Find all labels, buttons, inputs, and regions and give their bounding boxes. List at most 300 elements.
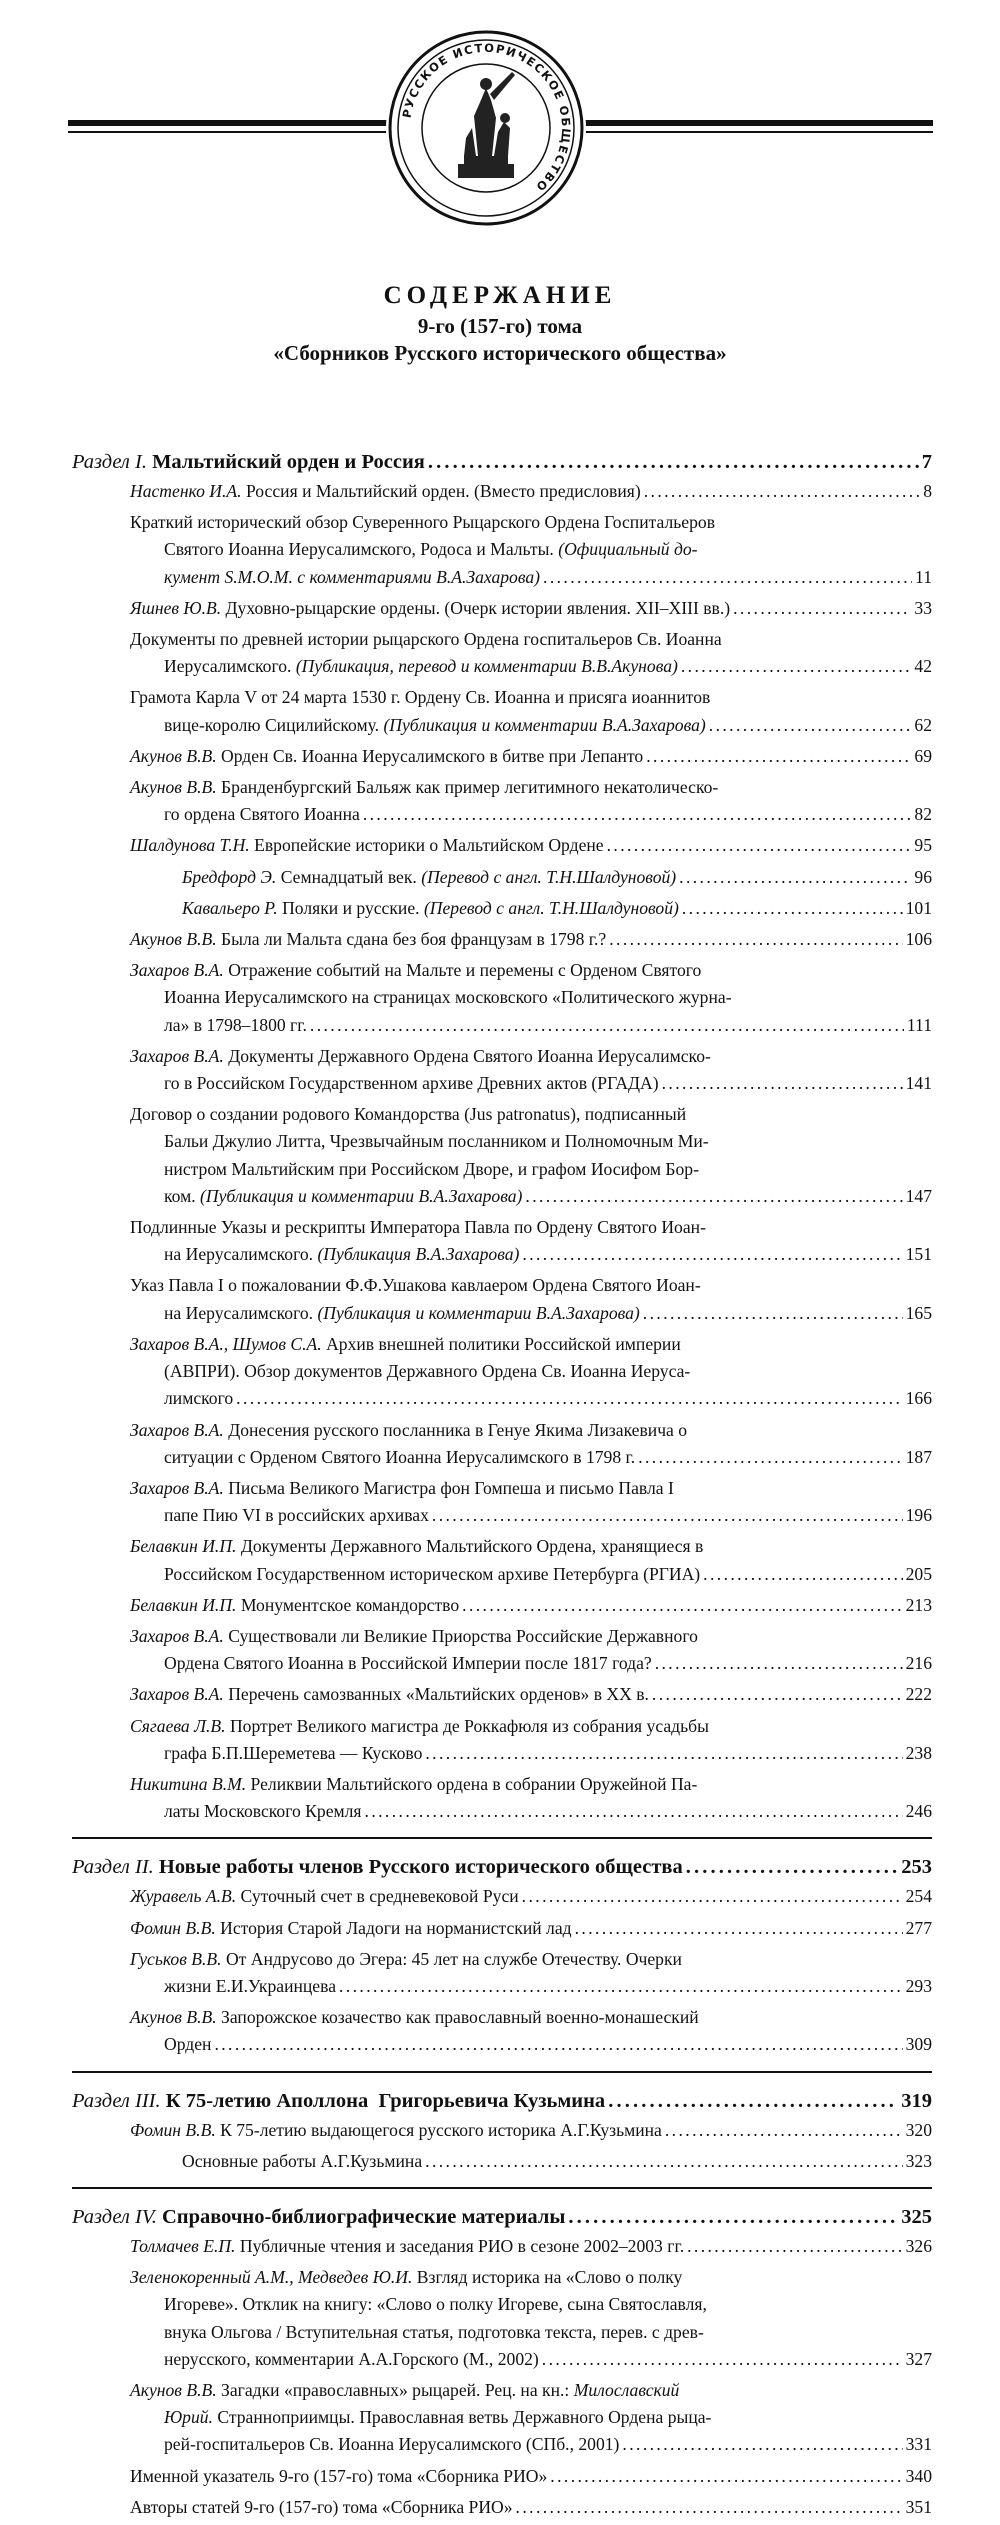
entry-text bbox=[164, 2346, 539, 2373]
toc-entry bbox=[130, 1681, 932, 1708]
entry-title-text: Была ли Мальта сдана без боя французам в 1798 г.? bbox=[216, 929, 607, 950]
entry-text bbox=[164, 1012, 307, 1039]
dot-leader bbox=[432, 1502, 903, 1529]
entry-page-number: 246 bbox=[905, 1801, 932, 1822]
entry-text bbox=[164, 1300, 640, 1327]
entry-text bbox=[130, 777, 718, 797]
dot-leader bbox=[681, 653, 912, 680]
entry-title-text: От Андрусово до Эгера: 45 лет на службе Отечеству. Очерки bbox=[221, 1948, 682, 1969]
entry-text bbox=[164, 2431, 619, 2458]
entry-page-number: 96 bbox=[914, 866, 932, 887]
entry-page-number: 222 bbox=[905, 1684, 932, 1705]
entry-author: Захаров В.А. bbox=[130, 1625, 224, 1646]
dot-leader bbox=[363, 801, 912, 828]
entry-text bbox=[130, 629, 722, 649]
entry-title-text: нерусского, комментарии А.А.Горского (М., 2002) bbox=[164, 2348, 539, 2369]
entry-title-text: История Старой Ладоги на норманистский лад bbox=[215, 1917, 572, 1938]
entry-line bbox=[130, 2291, 932, 2318]
entry-text bbox=[130, 2117, 662, 2144]
entry-line bbox=[130, 1681, 932, 1708]
toc-entry bbox=[182, 864, 932, 891]
entry-line bbox=[130, 2431, 932, 2458]
toc-entry bbox=[130, 743, 932, 770]
entry-line bbox=[130, 743, 932, 770]
entry-title-text: Странноприимцы. Православная ветвь Державного Ордена рыца- bbox=[212, 2407, 712, 2428]
entry-line bbox=[130, 1740, 932, 1767]
dot-leader bbox=[644, 478, 920, 505]
society-emblem bbox=[386, 28, 586, 228]
entry-line bbox=[130, 564, 932, 591]
toc-entry bbox=[130, 478, 932, 505]
entry-text bbox=[130, 1217, 706, 1237]
entry-author: Яшнев Ю.В. bbox=[130, 597, 222, 618]
entry-title-text: вице-королю Сицилийскому. bbox=[164, 714, 384, 735]
entry-text bbox=[130, 687, 710, 707]
toc-entry bbox=[130, 2264, 932, 2373]
entry-text bbox=[130, 1046, 711, 1066]
entry-text bbox=[130, 1275, 701, 1295]
entry-title-text: Портрет Великого магистра де Роккафюля из собрания усадьбы bbox=[225, 1715, 709, 1736]
entry-page-number: 101 bbox=[905, 897, 932, 918]
entry-author: Фомин В.В. bbox=[130, 2119, 216, 2140]
entry-title-text: Святого Иоанна Иерусалимского, Родоса и Мальты. bbox=[164, 539, 559, 560]
entry-title-text: Иерусалимского. bbox=[164, 656, 296, 677]
entry-title-text: Орден bbox=[164, 2034, 212, 2055]
toc-entry bbox=[130, 1043, 932, 1097]
entry-text bbox=[130, 1334, 681, 1354]
toc-entry bbox=[130, 509, 932, 591]
entry-title-text: Иоанна Иерусалимского на страницах московского «Политического журна- bbox=[164, 987, 732, 1008]
entry-title-text: Семнадцатый век. bbox=[276, 866, 422, 887]
entry-title-text: жизни Е.И.Украинцева bbox=[164, 1975, 337, 1996]
entry-page-number: 82 bbox=[914, 804, 932, 825]
dot-leader bbox=[655, 1650, 903, 1677]
toc-entry bbox=[182, 2148, 932, 2175]
entry-author: Гуськов В.В. bbox=[130, 1948, 222, 1969]
entry-text bbox=[164, 2322, 704, 2342]
entry-title-text: Донесения русского посланника в Генуе Якима Лизакевича о bbox=[223, 1419, 688, 1440]
entry-page-number: 309 bbox=[905, 2034, 932, 2055]
entry-text bbox=[130, 1915, 572, 1942]
entry-page-number: 11 bbox=[915, 566, 932, 587]
entry-text bbox=[164, 2294, 707, 2314]
entry-line bbox=[130, 1650, 932, 1677]
entry-text bbox=[130, 960, 701, 980]
entry-author: Фомин В.В. bbox=[130, 1917, 216, 1938]
toc-entry bbox=[130, 926, 932, 953]
entry-text bbox=[164, 1740, 422, 1767]
entry-text bbox=[130, 595, 730, 622]
entry-title-text: Поляки и русские. bbox=[277, 897, 424, 918]
entry-author: Захаров В.А. bbox=[130, 1419, 224, 1440]
entry-line bbox=[130, 1592, 932, 1619]
section-title: Мальтийский орден и Россия bbox=[152, 451, 425, 473]
toc-entry bbox=[130, 2004, 932, 2058]
entry-page-number: 111 bbox=[906, 1014, 932, 1035]
entry-text bbox=[130, 1681, 649, 1708]
entry-page-number: 147 bbox=[905, 1185, 932, 1206]
entry-page-number: 62 bbox=[914, 714, 932, 735]
series-subtitle: «Сборников Русского исторического общества» bbox=[273, 341, 727, 365]
entry-text bbox=[164, 2031, 211, 2058]
entry-text bbox=[130, 2267, 682, 2287]
dot-leader bbox=[652, 1681, 903, 1708]
entry-title-text: Документы Державного Мальтийского Ордена, хранящиеся в bbox=[236, 1536, 704, 1557]
table-of-contents bbox=[72, 448, 932, 2525]
entry-line bbox=[130, 2264, 932, 2291]
toc-entry bbox=[130, 774, 932, 828]
dot-leader bbox=[516, 2494, 903, 2521]
entry-text bbox=[164, 801, 360, 828]
dot-leader bbox=[575, 1915, 903, 1942]
entry-note: (Перевод с англ. Т.Н.Шалдуновой) bbox=[421, 866, 677, 887]
entry-title-text: графа Б.П.Шереметева — Кусково bbox=[164, 1742, 423, 1763]
entry-text bbox=[130, 1592, 459, 1619]
section-title: К 75-летию Аполлона Григорьевича Кузьмина bbox=[165, 2089, 606, 2112]
entry-title-text: Монументское командорство bbox=[236, 1594, 460, 1615]
dot-leader bbox=[543, 564, 912, 591]
entry-text bbox=[130, 1420, 687, 1440]
entry-title-text: Российском Государственном историческом архиве Петербурга (РГИА) bbox=[164, 1563, 701, 1584]
entry-author: Белавкин И.П. bbox=[130, 1594, 237, 1615]
entry-note: (Перевод с англ. Т.Н.Шалдуновой) bbox=[423, 897, 679, 918]
dot-leader bbox=[686, 1853, 899, 1881]
entry-title-text: Взгляд историка на «Слово о полку bbox=[412, 2267, 683, 2288]
entry-title-text: на Иерусалимского. bbox=[164, 1302, 318, 1323]
toc-entry bbox=[130, 957, 932, 1039]
toc-section bbox=[72, 1837, 932, 2058]
entry-line bbox=[130, 2319, 932, 2346]
entry-text bbox=[130, 1536, 703, 1556]
entry-text bbox=[130, 2233, 684, 2260]
entry-text bbox=[164, 564, 540, 591]
dot-leader bbox=[643, 1300, 903, 1327]
entry-text bbox=[164, 1159, 699, 1179]
dot-leader bbox=[525, 1183, 902, 1210]
dot-leader bbox=[609, 926, 902, 953]
entry-text bbox=[164, 1798, 362, 1825]
dot-leader bbox=[679, 864, 911, 891]
entry-line bbox=[130, 1771, 932, 1798]
entry-author: Акунов В.В. bbox=[130, 929, 217, 950]
entry-page-number: 196 bbox=[905, 1505, 932, 1526]
entry-line bbox=[130, 684, 932, 711]
entry-text bbox=[164, 1183, 522, 1210]
section-label: Раздел I. bbox=[72, 451, 153, 473]
dot-leader bbox=[646, 743, 911, 770]
entry-line bbox=[130, 1502, 932, 1529]
entry-line bbox=[130, 984, 932, 1011]
entry-page-number: 216 bbox=[905, 1653, 932, 1674]
entry-line bbox=[130, 653, 932, 680]
entry-text bbox=[164, 653, 678, 680]
entry-page-number: 327 bbox=[905, 2348, 932, 2369]
dot-leader bbox=[428, 448, 919, 476]
entry-text bbox=[164, 1070, 659, 1097]
toc-entry bbox=[130, 1623, 932, 1677]
entry-text bbox=[130, 1774, 697, 1794]
entry-line bbox=[182, 864, 932, 891]
entry-text bbox=[164, 1131, 709, 1151]
entry-text bbox=[130, 743, 643, 770]
entry-note: Юрий. bbox=[164, 2407, 213, 2428]
entry-line bbox=[130, 478, 932, 505]
entry-page-number: 165 bbox=[905, 1302, 932, 1323]
entry-author: Настенко И.А. bbox=[130, 481, 242, 501]
entry-line bbox=[130, 1183, 932, 1210]
entry-text bbox=[182, 895, 679, 922]
entry-author: Акунов В.В. bbox=[130, 745, 217, 766]
toc-entry bbox=[130, 2463, 932, 2490]
entry-line bbox=[130, 2233, 932, 2260]
entry-line bbox=[130, 957, 932, 984]
entry-line bbox=[130, 509, 932, 536]
entry-title-text: Ордена Святого Иоанна в Российской Империи после 1817 года? bbox=[164, 1653, 652, 1674]
entry-title-text: Бранденбургский Бальяж как пример легитимного некатолическо- bbox=[216, 777, 719, 798]
entry-text bbox=[130, 1883, 519, 1910]
dot-leader bbox=[425, 1740, 902, 1767]
entry-page-number: 238 bbox=[905, 1742, 932, 1763]
entry-text bbox=[164, 1502, 429, 1529]
entry-note: Милославский bbox=[573, 2379, 680, 2400]
entry-text bbox=[130, 2007, 699, 2027]
entry-text bbox=[130, 1478, 674, 1498]
entry-title-text: ла» в 1798–1800 гг. bbox=[164, 1014, 307, 1035]
toc-entry bbox=[130, 2494, 932, 2521]
entry-title-text: го ордена Святого Иоанна bbox=[164, 804, 360, 825]
dot-leader bbox=[703, 1561, 902, 1588]
entry-line bbox=[130, 2117, 932, 2144]
entry-page-number: 8 bbox=[923, 481, 932, 501]
entry-title-text: нистром Мальтийским при Российском Дворе, и графом Иосифом Бор- bbox=[164, 1158, 699, 1179]
entry-title-text: Грамота Карла V от 24 марта 1530 г. Ордену Св. Иоанна и присяга иоаннитов bbox=[130, 687, 711, 708]
entry-page-number: 254 bbox=[905, 1886, 932, 1907]
section-page-number: 325 bbox=[901, 2205, 932, 2228]
entry-line bbox=[130, 2377, 932, 2404]
toc-section bbox=[72, 2187, 932, 2521]
toc-entry bbox=[130, 2377, 932, 2459]
entry-title-text: Отражение событий на Мальте и перемены с Орденом Святого bbox=[223, 960, 702, 981]
entry-line bbox=[130, 536, 932, 563]
entry-text bbox=[130, 926, 606, 953]
entry-line bbox=[130, 2004, 932, 2031]
toc-entry bbox=[130, 1946, 932, 2000]
entry-line bbox=[130, 1385, 932, 1412]
entry-title-text: Игореве». Отклик на книгу: «Слово о полку Игореве, сына Святославля, bbox=[164, 2294, 707, 2315]
dot-leader bbox=[662, 1070, 903, 1097]
entry-page-number: 69 bbox=[914, 745, 932, 766]
entry-title-text: Запорожское козачество как православный военно-монашеский bbox=[216, 2007, 699, 2028]
toc-entry bbox=[130, 595, 932, 622]
entry-title-text: внука Ольгова / Вступительная статья, подготовка текста, перев. с древ- bbox=[164, 2321, 704, 2342]
entry-author: Захаров В.А. bbox=[130, 1684, 224, 1705]
section-page-number: 319 bbox=[901, 2089, 932, 2112]
entry-title-text: Документы Державного Ордена Святого Иоанна Иерусалимско- bbox=[223, 1045, 711, 1066]
entry-page-number: 326 bbox=[905, 2235, 932, 2256]
entry-title-text: Указ Павла I о пожаловании Ф.Ф.Ушакова кавлаером Ордена Святого Иоан- bbox=[130, 1275, 701, 1296]
entry-page-number: 277 bbox=[905, 1917, 932, 1938]
entry-author: Захаров В.А. bbox=[130, 1045, 224, 1066]
entry-text bbox=[130, 1949, 682, 1969]
dot-leader bbox=[665, 2117, 903, 2144]
entry-page-number: 151 bbox=[905, 1244, 932, 1265]
entry-line bbox=[130, 1012, 932, 1039]
entry-line bbox=[130, 1475, 932, 1502]
entry-line bbox=[130, 926, 932, 953]
toc-entry bbox=[130, 1771, 932, 1825]
toc-entry bbox=[130, 2117, 932, 2144]
entry-line bbox=[130, 801, 932, 828]
entry-text bbox=[164, 1973, 336, 2000]
entry-text bbox=[130, 478, 641, 505]
entry-note: (Публикация, перевод и комментарии В.В.Акунова) bbox=[295, 656, 678, 677]
entry-page-number: 33 bbox=[914, 597, 932, 618]
entry-text bbox=[182, 2148, 422, 2175]
entry-title-text: Архив внешней политики Российской империи bbox=[321, 1333, 681, 1354]
dot-leader bbox=[568, 2203, 898, 2231]
dot-leader bbox=[339, 1973, 903, 2000]
entry-title-text: папе Пию VI в российских архивах bbox=[164, 1505, 429, 1526]
entry-line bbox=[130, 1533, 932, 1560]
section-title: Справочно-библиографические материалы bbox=[161, 2205, 566, 2228]
section-label: Раздел IV. bbox=[72, 2205, 162, 2228]
entry-page-number: 320 bbox=[905, 2119, 932, 2140]
entry-text bbox=[164, 987, 732, 1007]
entry-text bbox=[164, 1385, 233, 1412]
entry-line bbox=[130, 712, 932, 739]
entry-note: (Публикация и комментарии В.А.Захарова) bbox=[383, 714, 706, 735]
entry-page-number: 323 bbox=[905, 2150, 932, 2171]
toc-entry bbox=[130, 832, 932, 859]
dot-leader bbox=[607, 832, 912, 859]
entry-line bbox=[130, 1214, 932, 1241]
section-page-number: 7 bbox=[921, 451, 932, 473]
toc-entry bbox=[130, 1417, 932, 1471]
entry-text bbox=[182, 864, 676, 891]
entry-title-text: Россия и Мальтийский орден. (Вместо предисловия) bbox=[241, 481, 641, 501]
toc-entry bbox=[130, 1272, 932, 1326]
entry-line bbox=[130, 1070, 932, 1097]
entry-text bbox=[130, 2494, 513, 2521]
entry-line bbox=[130, 1241, 932, 1268]
dot-leader bbox=[687, 2233, 903, 2260]
entry-text bbox=[130, 832, 604, 859]
toc-entry bbox=[130, 684, 932, 738]
entry-page-number: 213 bbox=[905, 1594, 932, 1615]
section-label: Раздел III. bbox=[72, 2089, 166, 2112]
contents-header bbox=[0, 282, 1000, 366]
entry-line bbox=[130, 2404, 932, 2431]
entry-author: Белавкин И.П. bbox=[130, 1536, 237, 1557]
entry-page-number: 293 bbox=[905, 1975, 932, 1996]
entry-title-text: Духовно-рыцарские ордены. (Очерк истории явления. XII–XIII вв.) bbox=[221, 597, 731, 618]
toc-entry bbox=[130, 1883, 932, 1910]
entry-text bbox=[164, 1444, 635, 1471]
entry-line bbox=[130, 1331, 932, 1358]
entry-title-text: Бальи Джулио Литта, Чрезвычайным посланником и Полномочным Ми- bbox=[164, 1131, 709, 1152]
toc-entry bbox=[130, 1101, 932, 1210]
entry-title-text: Европейские историки о Мальтийском Ордене bbox=[249, 835, 604, 856]
entry-line bbox=[130, 1444, 932, 1471]
entry-text bbox=[164, 712, 706, 739]
section-heading bbox=[72, 2087, 932, 2115]
toc-entry bbox=[130, 1713, 932, 1767]
entry-note: кумент S.M.O.M. с комментариями В.А.Захарова) bbox=[164, 566, 541, 587]
entry-title-text: латы Московского Кремля bbox=[164, 1801, 362, 1822]
entry-line bbox=[130, 626, 932, 653]
entry-text bbox=[130, 1626, 698, 1646]
entry-title-text: Загадки «православных» рыцарей. Рец. на кн.: bbox=[216, 2379, 574, 2400]
entry-author: Кавальеро Р. bbox=[182, 897, 278, 918]
toc-entry bbox=[130, 1592, 932, 1619]
entry-line bbox=[130, 1358, 932, 1385]
entry-line bbox=[130, 1713, 932, 1740]
entry-line bbox=[130, 1973, 932, 2000]
entry-author: Акунов В.В. bbox=[130, 777, 217, 798]
entry-line bbox=[130, 1300, 932, 1327]
entry-note: (Публикация В.А.Захарова) bbox=[317, 1244, 520, 1265]
dot-leader bbox=[425, 2148, 902, 2175]
entry-line bbox=[130, 1798, 932, 1825]
dot-leader bbox=[733, 595, 911, 622]
entry-title-text: К 75-летию выдающегося русского историка А.Г.Кузьмина bbox=[215, 2119, 662, 2140]
entry-line bbox=[130, 1128, 932, 1155]
entry-text bbox=[164, 2407, 711, 2427]
entry-page-number: 95 bbox=[914, 835, 932, 856]
entry-title-text: Перечень самозванных «Мальтийских орденов» в XX в. bbox=[223, 1684, 649, 1705]
entry-title-text: Суточный счет в средневековой Руси bbox=[236, 1886, 519, 1907]
entry-page-number: 351 bbox=[905, 2496, 932, 2517]
entry-title-text: Договор о создании родового Командорства (Jus patronatus), подписанный bbox=[130, 1104, 687, 1125]
entry-line bbox=[130, 2346, 932, 2373]
entry-title-text: рей-госпитальеров Св. Иоанна Иерусалимского (СПб., 2001) bbox=[164, 2434, 620, 2455]
entry-note: (Публикация и комментарии В.А.Захарова) bbox=[200, 1185, 523, 1206]
entry-author: Никитина В.М. bbox=[130, 1773, 247, 1794]
toc-entry bbox=[130, 1331, 932, 1413]
entry-title-text: Авторы статей 9-го (157-го) тома «Сборника РИО» bbox=[130, 2496, 513, 2517]
entry-title-text: Основные работы А.Г.Кузьмина bbox=[182, 2150, 423, 2171]
entry-text bbox=[130, 2380, 679, 2400]
entry-title-text: Документы по древней истории рыцарского Ордена госпитальеров Св. Иоанна bbox=[130, 629, 722, 650]
toc-entry bbox=[130, 1533, 932, 1587]
toc-entry bbox=[182, 895, 932, 922]
section-heading bbox=[72, 1853, 932, 1881]
entry-title-text: Публичные чтения и заседания РИО в сезоне 2002–2003 гг. bbox=[235, 2235, 685, 2256]
entry-author: Журавель А.В. bbox=[130, 1886, 237, 1907]
dot-leader bbox=[550, 2463, 902, 2490]
entry-text bbox=[130, 1716, 709, 1736]
entry-line bbox=[130, 1156, 932, 1183]
dot-leader bbox=[310, 1012, 904, 1039]
entry-title-text: Подлинные Указы и рескрипты Императора Павла по Ордену Святого Иоан- bbox=[130, 1217, 706, 1238]
dot-leader bbox=[522, 1883, 903, 1910]
entry-title-text: (АВПРИ). Обзор документов Державного Ордена Св. Иоанна Иеруса- bbox=[164, 1361, 691, 1382]
entry-line bbox=[130, 595, 932, 622]
toc-entry bbox=[130, 1214, 932, 1268]
contents-title: СОДЕРЖАНИЕ bbox=[383, 282, 617, 309]
entry-text bbox=[164, 539, 698, 559]
toc-entry bbox=[130, 1475, 932, 1529]
entry-author: Бредфорд Э. bbox=[182, 866, 277, 887]
toc-section bbox=[72, 448, 932, 1825]
entry-text bbox=[164, 1650, 652, 1677]
entry-line bbox=[182, 895, 932, 922]
entry-line bbox=[130, 1946, 932, 1973]
dot-leader bbox=[638, 1444, 902, 1471]
entry-author: Акунов В.В. bbox=[130, 2379, 217, 2400]
entry-author: Шалдунова Т.Н. bbox=[130, 835, 250, 856]
entry-page-number: 166 bbox=[905, 1388, 932, 1409]
